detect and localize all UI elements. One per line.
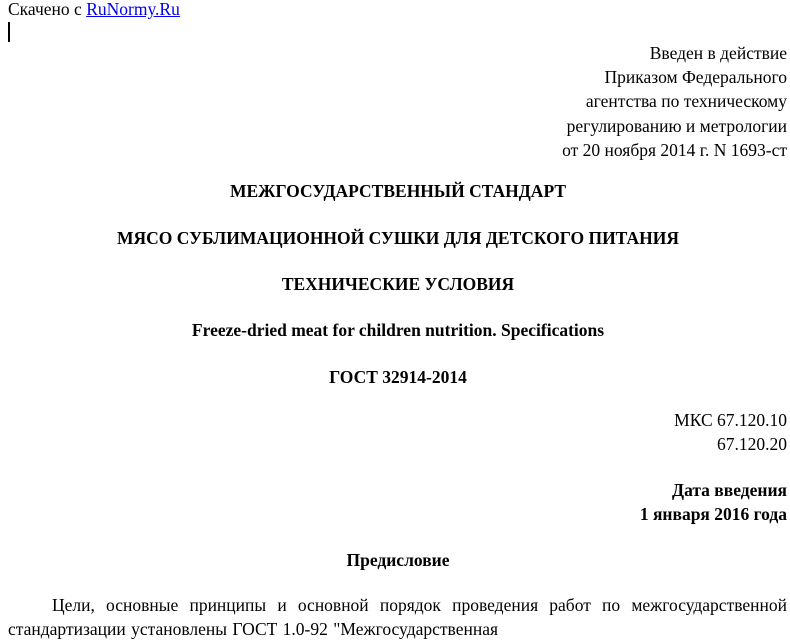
preface-heading: Предисловие bbox=[346, 550, 450, 570]
source-line bbox=[8, 0, 180, 20]
classification-block bbox=[187, 408, 787, 456]
mks-secondary: 67.120.20 bbox=[717, 434, 787, 455]
source-prefix: Скачено с bbox=[8, 0, 82, 19]
source-link[interactable]: RuNormy.Ru bbox=[86, 0, 180, 19]
text-cursor bbox=[8, 22, 10, 42]
conditions-heading: ТЕХНИЧЕСКИЕ УСЛОВИЯ bbox=[281, 274, 515, 294]
english-title: Freeze-dried meat for children nutrition. Specifications bbox=[191, 320, 605, 340]
gost-number: ГОСТ 32914-2014 bbox=[329, 367, 467, 387]
order-line: агентства по техническому bbox=[585, 91, 787, 112]
document-title: МЯСО СУБЛИМАЦИОННОЙ СУШКИ ДЛЯ ДЕТСКОГО ПИТАНИЯ bbox=[117, 228, 679, 248]
order-line: регулированию и метрологии bbox=[566, 115, 787, 136]
order-line: Приказом Федерального bbox=[604, 67, 787, 88]
introduction-date: 1 января 2016 года bbox=[639, 504, 787, 525]
standard-type-heading: МЕЖГОСУДАРСТВЕННЫЙ СТАНДАРТ bbox=[229, 181, 567, 201]
order-line: от 20 ноября 2014 г. N 1693-ст bbox=[562, 139, 787, 160]
order-line: Введен в действие bbox=[649, 43, 787, 63]
preface-paragraph: Цели, основные принципы и основной порядок проведения работ по межгосударственной стандартизации установлены ГОСТ 1.0-92 "Межгосударственная bbox=[8, 595, 787, 639]
mks-primary: МКС 67.120.10 bbox=[674, 410, 787, 430]
order-block bbox=[187, 41, 787, 162]
introduction-label: Дата введения bbox=[672, 480, 787, 500]
introduction-date-block bbox=[187, 478, 787, 526]
